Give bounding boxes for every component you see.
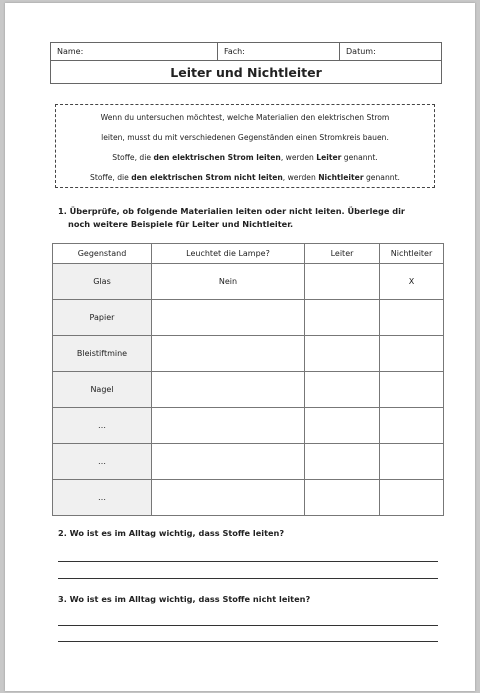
lamp-cell[interactable] (152, 336, 305, 372)
subject-field[interactable] (218, 43, 340, 61)
leiter-cell[interactable] (305, 336, 380, 372)
question-1 (58, 205, 405, 231)
table-row (53, 336, 444, 372)
question-1-line-1: 1. Überprüfe, ob folgende Materialien leiten oder nicht leiten. Überlege dir (58, 206, 405, 216)
material-cell[interactable]: … (53, 408, 152, 444)
leiter-cell[interactable] (305, 408, 380, 444)
table-row (53, 444, 444, 480)
material-cell[interactable]: … (53, 444, 152, 480)
nichtleiter-cell[interactable] (380, 336, 444, 372)
table-row (53, 408, 444, 444)
date-field[interactable] (340, 43, 442, 61)
date-label: Datum: (346, 47, 376, 56)
intro-text: , werden (280, 153, 317, 162)
table-row (53, 372, 444, 408)
name-label: Name: (57, 47, 84, 56)
intro-text: genannt. (363, 173, 400, 182)
term-nichtleiter: Nichtleiter (318, 173, 364, 182)
material-cell: Glas (53, 264, 152, 300)
table-row (53, 480, 444, 516)
intro-line-2: leiten, musst du mit verschiedenen Gegenständen einen Stromkreis bauen. (101, 133, 389, 142)
page-title: Leiter und Nichtleiter (51, 61, 442, 84)
header-table (50, 42, 442, 84)
nichtleiter-cell[interactable] (380, 372, 444, 408)
leiter-cell[interactable] (305, 300, 380, 336)
question-1-line-2: noch weitere Beispiele für Leiter und Nichtleiter. (68, 219, 294, 229)
column-header: Gegenstand (53, 244, 152, 264)
intro-text: Stoffe, die (90, 173, 132, 182)
lamp-cell[interactable]: Nein (152, 264, 305, 300)
intro-text: Stoffe, die (112, 153, 154, 162)
column-header: Nichtleiter (380, 244, 444, 264)
nichtleiter-cell[interactable] (380, 300, 444, 336)
table-row (53, 300, 444, 336)
info-box (55, 104, 435, 188)
material-cell: Bleistiftmine (53, 336, 152, 372)
question-3: 3. Wo ist es im Alltag wichtig, dass Stoffe nicht leiten? (58, 594, 311, 604)
nichtleiter-cell[interactable] (380, 444, 444, 480)
subject-label: Fach: (224, 47, 245, 56)
intro-text: genannt. (341, 153, 378, 162)
column-header: Leuchtet die Lampe? (152, 244, 305, 264)
leiter-cell[interactable] (305, 480, 380, 516)
answer-line[interactable] (58, 641, 438, 642)
nichtleiter-cell[interactable]: X (380, 264, 444, 300)
nichtleiter-cell[interactable] (380, 480, 444, 516)
intro-emphasis: den elektrischen Strom leiten (153, 153, 281, 162)
answer-line[interactable] (58, 561, 438, 562)
leiter-cell[interactable] (305, 444, 380, 480)
leiter-cell[interactable] (305, 372, 380, 408)
material-cell[interactable]: … (53, 480, 152, 516)
table-row (53, 264, 444, 300)
term-leiter: Leiter (316, 153, 342, 162)
lamp-cell[interactable] (152, 372, 305, 408)
lamp-cell[interactable] (152, 480, 305, 516)
material-cell: Papier (53, 300, 152, 336)
leiter-cell[interactable] (305, 264, 380, 300)
intro-line-3 (56, 148, 434, 168)
answer-line[interactable] (58, 578, 438, 579)
materials-table (52, 243, 444, 516)
lamp-cell[interactable] (152, 300, 305, 336)
intro-line-1: Wenn du untersuchen möchtest, welche Materialien den elektrischen Strom (100, 113, 390, 122)
intro-text: , werden (282, 173, 319, 182)
answer-line[interactable] (58, 625, 438, 626)
nichtleiter-cell[interactable] (380, 408, 444, 444)
material-cell: Nagel (53, 372, 152, 408)
question-2: 2. Wo ist es im Alltag wichtig, dass Stoffe leiten? (58, 528, 285, 538)
name-field[interactable] (51, 43, 218, 61)
lamp-cell[interactable] (152, 408, 305, 444)
column-header: Leiter (305, 244, 380, 264)
intro-emphasis: den elektrischen Strom nicht leiten (131, 173, 283, 182)
table-header-row (53, 244, 444, 264)
intro-line-4 (56, 168, 434, 188)
lamp-cell[interactable] (152, 444, 305, 480)
